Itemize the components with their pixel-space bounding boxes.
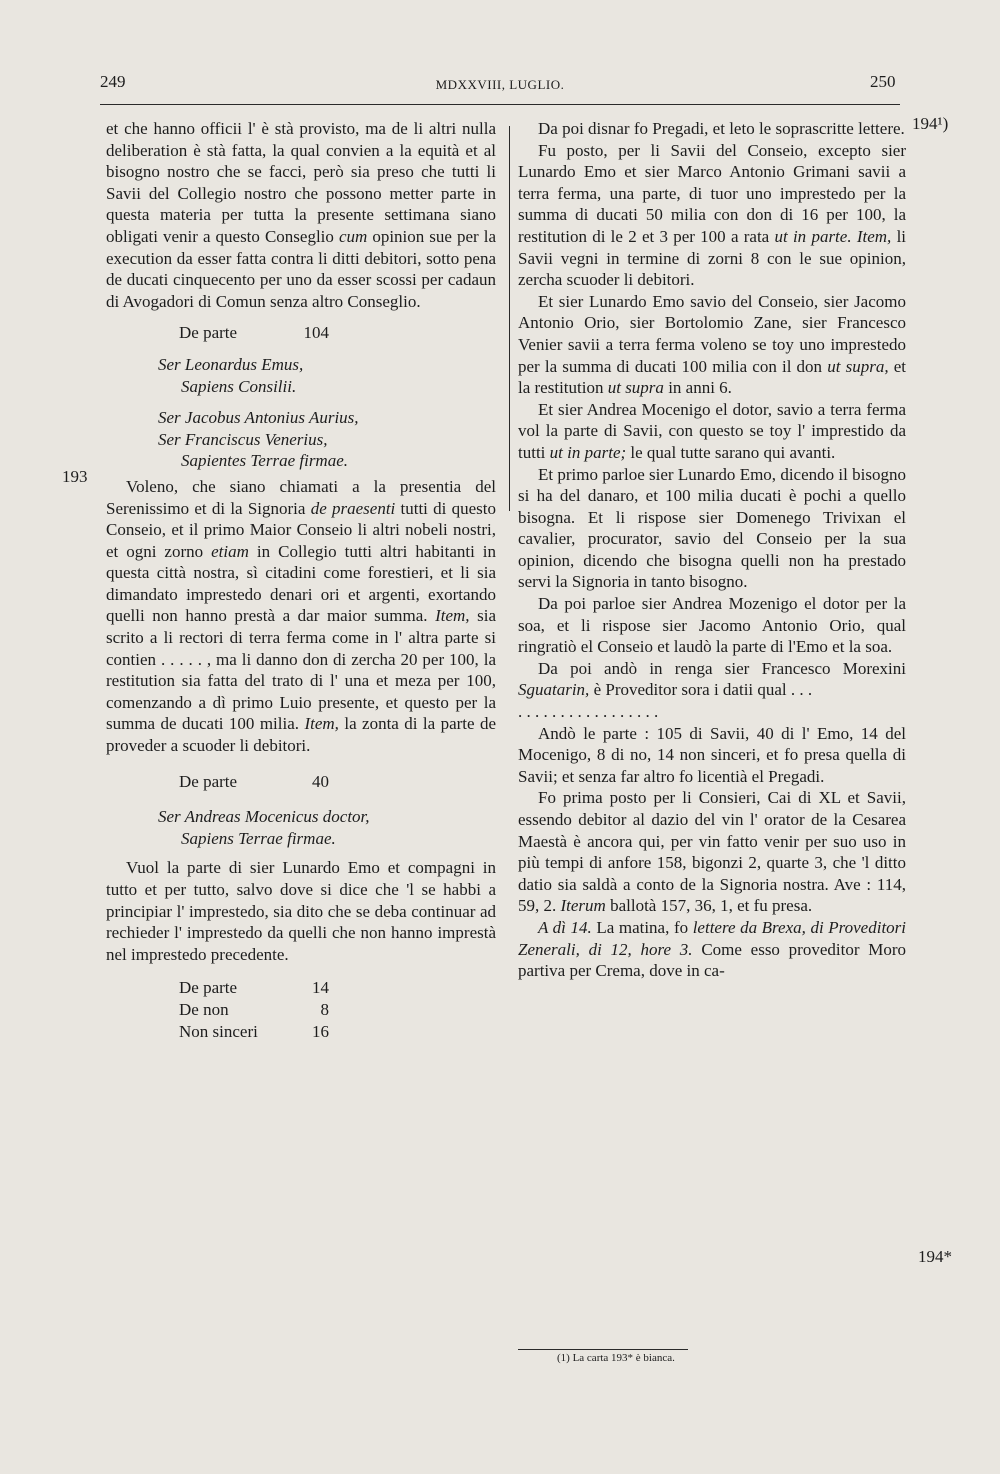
italic-run: Sguatarin, [518, 680, 590, 700]
italic-run: etiam [211, 541, 249, 561]
text-run: et che hanno officii l' è stà provisto, ma de li altri nulla deliberation è stà fatta, la qual convien a la equità et al bisogno nostro che se facci, però sia preso che tutti li Savii del Collegio nostro che possono metter parte in questa materia per tutta la presente settimana siano obligati venir a questo Conseglio [106, 119, 496, 246]
text-run: sia scrito a li rectori di terra ferma come in l' altra parte si contien . . . . . , ma li danno don di zercha 20 per 100, la restitution sia fatta del trato di l' una et meza per 100, comenzando a dì primo Luio presente, et questo per la summa de ducati 100 milia. [106, 606, 496, 734]
page-number-right: 250 [870, 72, 896, 91]
paragraph: Vuol la parte di sier Lunardo Emo et compagni in tutto et per tutto, salvo dove si dice che 'l se habbi a principiar l' imprestedo, sia dito che se deba continuar ad rechieder l' imprestedo da quelli che non hanno imprestà nel imprestedo precedente. [106, 858, 496, 964]
text-run: Fo prima posto per li Consieri, Cai di XL et Savii, essendo debitor al dazio del vin l' orator de la Cesarea Maestà è ancora qui, per vin fatto venir per suo uso in più tempi di anfore 158, bigonzi 2, quarte 3, che 'l ditto datio sia saldà a conto de la Signoria nostra. Ave : 114, 59, 2. [518, 788, 906, 916]
paragraph: Andò le parte : 105 di Savii, 40 di l' Emo, 14 del Mocenigo, 8 di no, 14 non sinceri, et fo presa quella di Savii; et senza far altro fo licentià el Pregadi. [518, 723, 906, 786]
vote-value: 40 [312, 771, 329, 791]
vote-value: 104 [303, 323, 329, 343]
italic-run: Iterum [560, 896, 606, 916]
left-column [106, 118, 496, 1042]
text-run: Da poi andò in renga sier Francesco Morexini [538, 658, 906, 678]
paragraph [518, 140, 906, 291]
text-run: le qual tutte sarano qui avanti. [630, 442, 836, 462]
paragraph [518, 399, 906, 464]
running-title: MDXXVIII, LUGLIO. [435, 77, 565, 92]
column-divider [509, 126, 510, 511]
vote-tally [106, 977, 496, 1042]
paragraph [518, 658, 906, 701]
paragraph [106, 476, 496, 757]
signatory-title: Sapientes Terrae firmae. [181, 451, 349, 471]
signatory: Ser Andreas Mocenicus doctor, [158, 807, 370, 827]
vote-label: De non [179, 999, 229, 1019]
margin-note-194-footnote: 194¹) [912, 114, 949, 133]
italic-run: ut supra [607, 378, 664, 398]
text-run: Come esso proveditor Moro partiva per Crema, dove in ca- [518, 939, 906, 981]
italic-run: cum [338, 226, 368, 246]
vote-label: Non sinceri [179, 1021, 258, 1041]
text-run: Voleno, che siano chiamati a la presentia del Serenissimo et di la Signoria [106, 476, 496, 518]
page-number-left: 249 [100, 72, 126, 91]
paragraph: Et primo parloe sier Lunardo Emo, dicendo il bisogno si ha del danaro, et 100 milia ducati è pochi a quello bisogna. Et li rispose sier Domenego Trivixan el cavalier, procurator, savio del Conseio per la sua opinion, dicendo che bisogna quelli non ha prestado servi la Signoria in tanto bisogno. [518, 464, 906, 592]
paragraph [518, 291, 906, 399]
vote-tally [106, 771, 496, 793]
italic-run: lettere da Brexa, di Proveditori Zenerali, di 12, hore 3. [518, 917, 907, 959]
italic-run: ut supra, [827, 356, 889, 376]
text-run: in Collegio tutti altri habitanti in questa città nostra, sì citadini come forestieri, et li sia dimandato imprestedo denari ori et argenti, exortando quelli non hanno prestà a dar maior summa. [106, 541, 497, 626]
text-run: li Savii vegni in termine di zorni 8 con le sue opinion, zercha scuoder li debitori. [518, 226, 907, 290]
text-run: è Proveditor sora i datii qual . . . [593, 680, 813, 700]
vote-label: De parte [179, 323, 238, 343]
paragraph [518, 917, 906, 982]
vote-label: De parte [179, 771, 238, 791]
text-run: Fu posto, per li Savii del Conseio, excepto sier Lunardo Emo et sier Marco Antonio Grimani savii a terra ferma, una parte, di tuor uno imprestedo per la summa di ducati 50 milia con don di 16 per 100, la restitution di le 2 et 3 per 100 a rata [518, 140, 906, 246]
signatory-title: Sapiens Consilii. [181, 376, 297, 396]
italic-run: de praesenti [310, 498, 396, 518]
paragraph: Da poi parloe sier Andrea Mozenigo el dotor per la soa, et li rispose sier Jacomo Antonio Orio, qual ringratiò el Conseio et laudò la parte di l'Emo et la soa. [518, 594, 906, 657]
paragraph [106, 118, 496, 312]
signatory: Ser Leonardus Emus, [158, 354, 304, 374]
paragraph: Da poi disnar fo Pregadi, et leto le soprascritte lettere. [538, 119, 905, 138]
italic-run: ut in parte; [549, 442, 627, 462]
vote-tally [106, 322, 496, 344]
vote-value: 14 [312, 978, 329, 998]
margin-note-193: 193 [62, 467, 88, 486]
text-run: in anni 6. [668, 378, 732, 398]
text-run: et la restitution [518, 356, 907, 398]
margin-note-194-star: 194* [918, 1247, 952, 1266]
text-run: La matina, fo [596, 917, 689, 937]
footnote: (1) La carta 193* è bianca. [557, 1352, 675, 1364]
text-run: Et sier Lunardo Emo savio del Conseio, sier Jacomo Antonio Orio, sier Bortolomio Zane, sier Francesco Venier savii a terra ferma voleno se toy uno imprestedo per la summa di ducati 100 milia con il don [518, 291, 906, 376]
text-run: tutti di questo Conseio, et il primo Maior Conseio li altri nobeli nostri, et ogni zorno [106, 498, 497, 561]
italic-run: Item, [435, 606, 470, 626]
italic-run: A dì 14. [538, 917, 592, 937]
vote-value: 8 [320, 999, 329, 1019]
vote-label: De parte [179, 978, 238, 998]
italic-run: Item, [304, 714, 339, 734]
signatory-title: Sapiens Terrae firmae. [181, 828, 336, 848]
signatory: Ser Franciscus Venerius, [158, 429, 328, 449]
header-rule [100, 104, 900, 105]
ellipsis-line: . . . . . . . . . . . . . . . . . [518, 702, 659, 722]
paragraph [518, 787, 906, 917]
text-run: opinion sue per la execution da esser fatta contra li ditti debitori, sotto pena de ducati cinquecento per uno da esser scossi per cadaun di Avogadori di Comun senza altro Conseglio. [106, 226, 497, 311]
signatory: Ser Jacobus Antonius Aurius, [158, 408, 359, 428]
vote-value: 16 [312, 1021, 329, 1041]
text-run: ballotà 157, 36, 1, et fu presa. [610, 896, 813, 916]
text-run: Et sier Andrea Mocenigo el dotor, savio a terra ferma vol la parte di Savii, con questo se toy l' imprestido da tutti [518, 399, 906, 462]
text-run: la zonta di la parte de proveder a scuoder li debitori. [106, 714, 496, 756]
italic-run: ut in parte. Item, [774, 226, 892, 246]
footnote-rule [518, 1349, 688, 1350]
right-column [518, 118, 906, 982]
